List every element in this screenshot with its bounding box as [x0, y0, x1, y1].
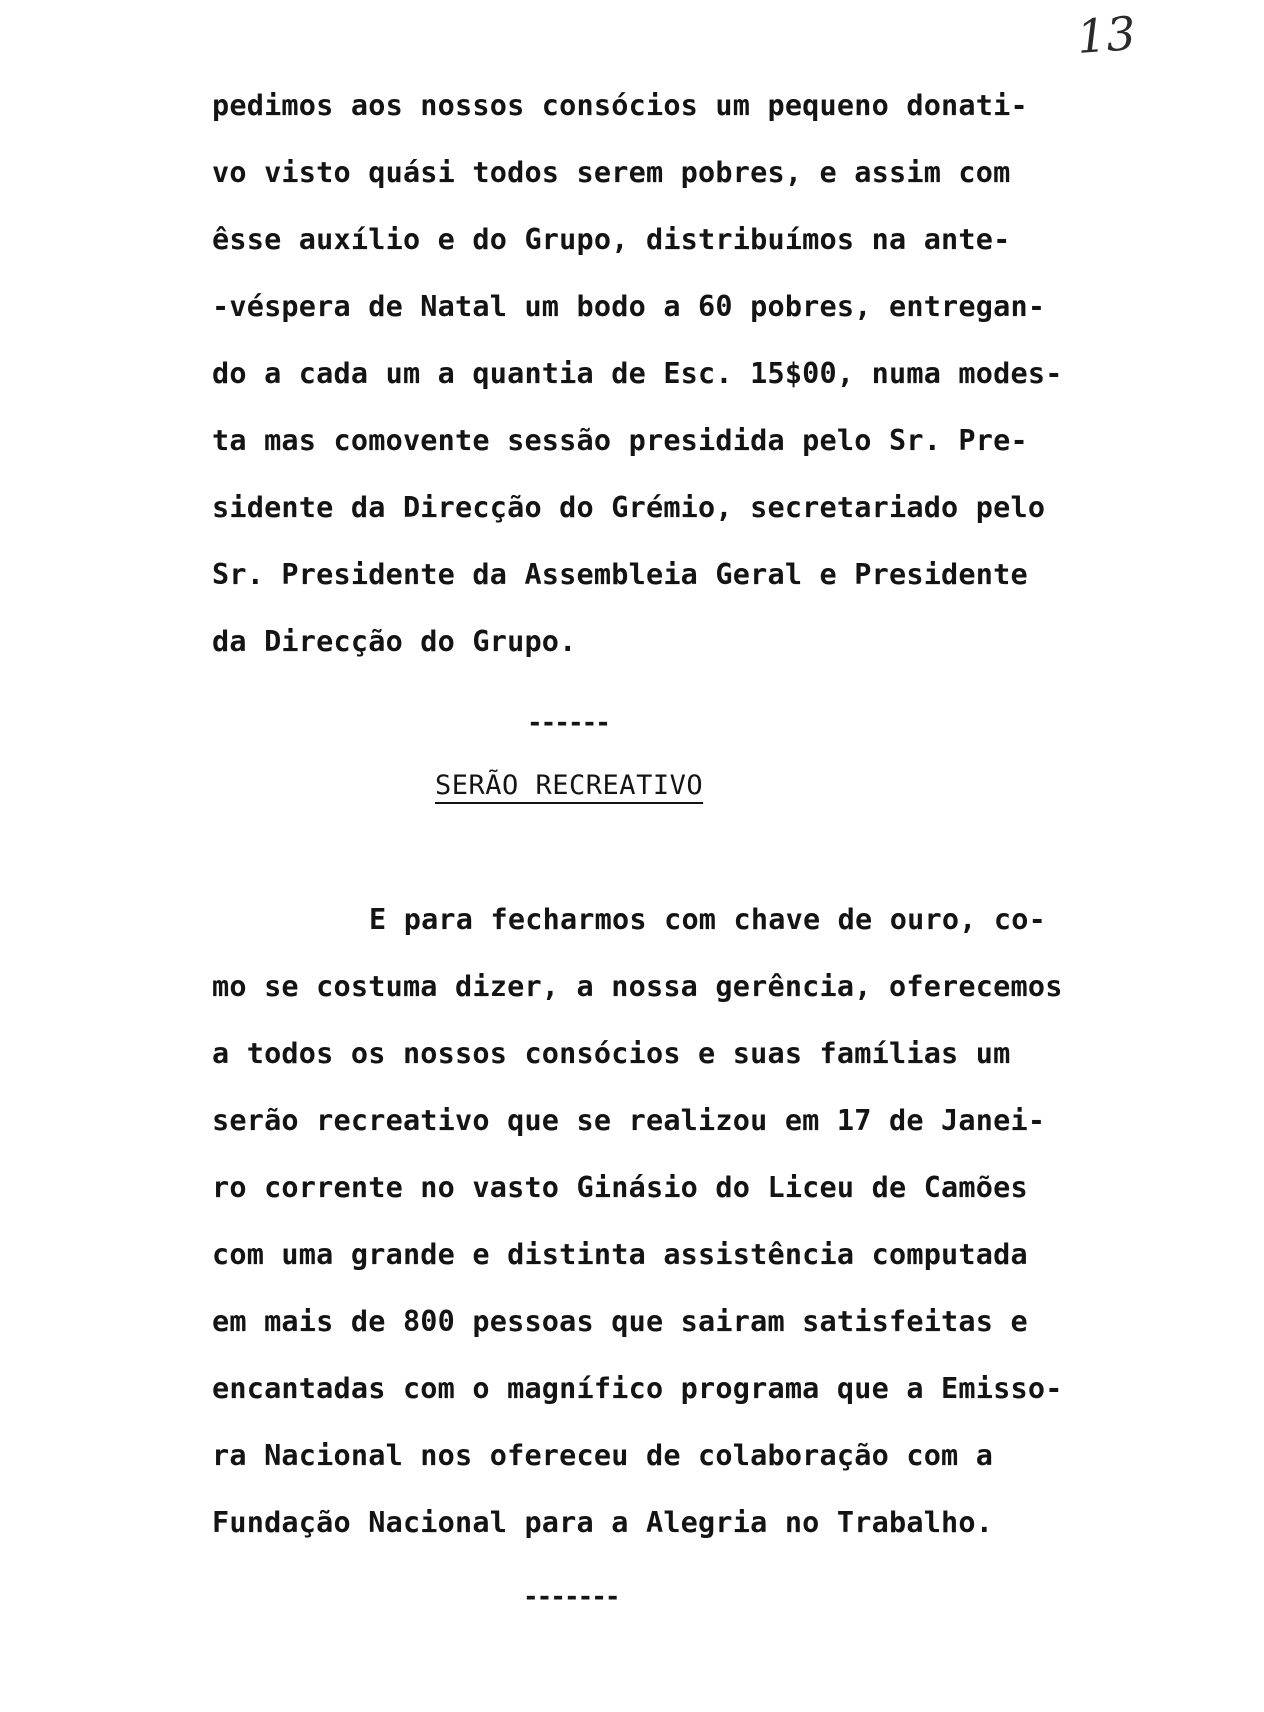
- section-separator: -------: [523, 1582, 619, 1612]
- text-line-content: E para fecharmos com chave de ouro, co-: [369, 903, 1046, 936]
- text-line: Fundação Nacional para a Alegria no Trabalho.: [212, 1506, 994, 1539]
- text-line: mo se costuma dizer, a nossa gerência, oferecemos: [212, 970, 1063, 1003]
- text-line: ra Nacional nos ofereceu de colaboração com a: [212, 1439, 994, 1472]
- text-line: [212, 886, 1192, 953]
- text-line: êsse auxílio e do Grupo, distribuímos na ante-: [212, 223, 1011, 256]
- section-heading: SERÃO RECREATIVO: [435, 770, 704, 801]
- page-number: 13: [1075, 6, 1138, 64]
- paragraph-donation: [212, 72, 1192, 675]
- text-line: -véspera de Natal um bodo a 60 pobres, entregan-: [212, 290, 1046, 323]
- text-line: vo visto quási todos serem pobres, e assim com: [212, 156, 1011, 189]
- paragraph-recreational-evening: [212, 886, 1192, 1556]
- text-line: em mais de 800 pessoas que sairam satisfeitas e: [212, 1305, 1028, 1338]
- text-line: com uma grande e distinta assistência computada: [212, 1238, 1028, 1271]
- text-line: pedimos aos nossos consócios um pequeno donati-: [212, 89, 1028, 122]
- text-line: a todos os nossos consócios e suas famílias um: [212, 1037, 1011, 1070]
- section-separator: ------: [527, 708, 609, 738]
- text-line: do a cada um a quantia de Esc. 15$00, numa modes-: [212, 357, 1063, 390]
- text-line: serão recreativo que se realizou em 17 de Janei-: [212, 1104, 1046, 1137]
- text-line: ta mas comovente sessão presidida pelo Sr. Pre-: [212, 424, 1028, 457]
- text-line: Sr. Presidente da Assembleia Geral e Presidente: [212, 558, 1028, 591]
- text-line: da Direcção do Grupo.: [212, 625, 577, 658]
- text-line: encantadas com o magnífico programa que a Emisso-: [212, 1372, 1063, 1405]
- text-line: sidente da Direcção do Grémio, secretariado pelo: [212, 491, 1046, 524]
- text-line: ro corrente no vasto Ginásio do Liceu de Camões: [212, 1171, 1028, 1204]
